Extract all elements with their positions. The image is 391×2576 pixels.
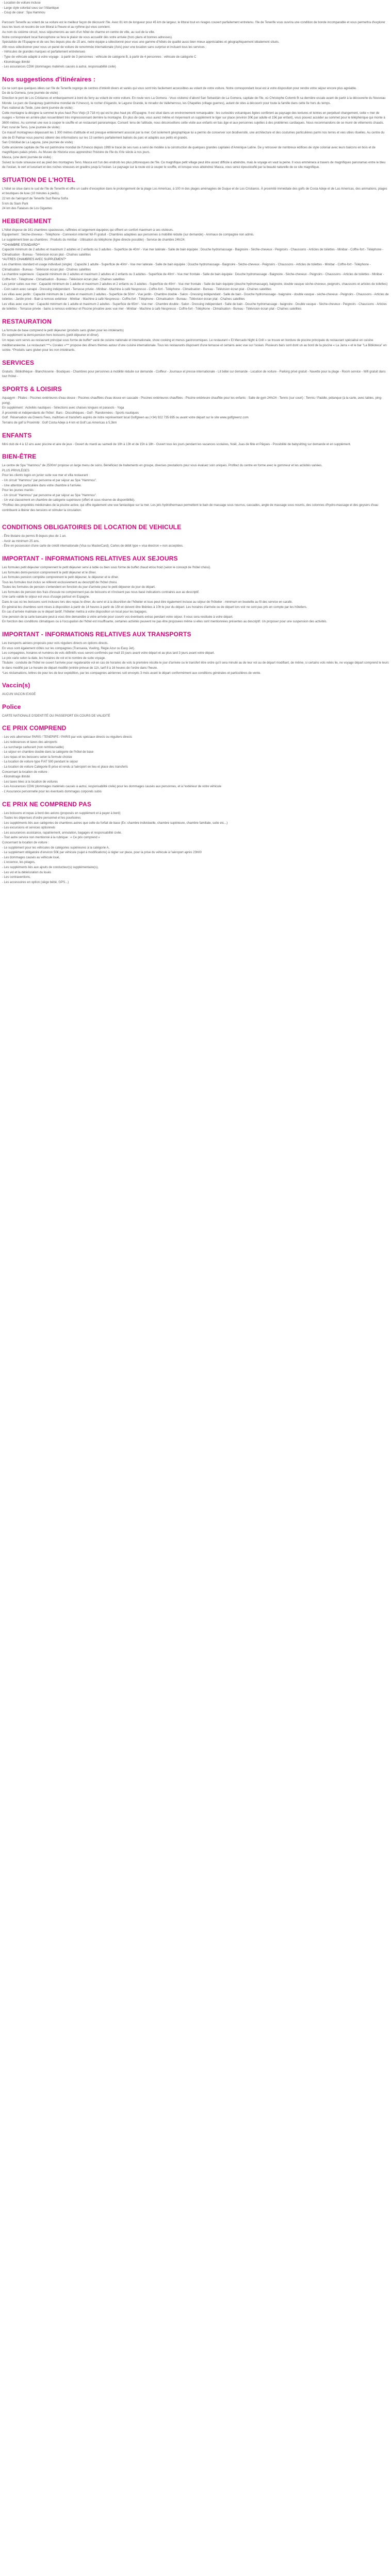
prix-ne-comprend-item: - Les contraventions, bbox=[2, 876, 31, 879]
intro-paragraph: - Véhicules de grandes marques et parfaitement entretenues bbox=[2, 50, 86, 54]
prix-ne-comprend-item: - Le supplément pour les véhicules de catégories supérieures à la catégorie A, bbox=[2, 846, 110, 850]
prix-ne-comprend-item: - L'essence, les péages, bbox=[2, 861, 36, 865]
bienetre-paragraph: *Profitez des propriétés médicinales de la piscine active, qui offre également une vue fantastique sur la mer. Les jets hydrothermaux permettent le bain de massage sous nourrus, cascades, angle de massage sous nourris, des colonnes d'hydro-massage et des geysers d'eau contribuent à libérer des tensions et stimuler la circulation. bbox=[2, 503, 379, 512]
hebergement-section bbox=[2, 228, 389, 312]
hebergement-paragraph: Les chambres standard et usage individuel (single) : Capacité 1 adulte - Superficie de 40m² - Vue mer latérale - Salle de bain équipée : Douche hydromassage - Baignoire - Sèche-cheveux - Peignoirs - Chaussons - Articles de toilettes - Minibar - Coffre-fort - Téléphone - Climatisation - Bureau - Télévision écran plat - Chaînes satellites bbox=[2, 263, 371, 272]
sports-paragraph: Terrains de golf à Proximité : Golf Costa Adeje à 4 km et Golf Las Americas à 5,3km bbox=[2, 421, 117, 425]
important-transports-paragraph: En vous sont également clôtés sur les compagnies (Transavia, Vueling, Régie Azur ou Easy Jet). bbox=[2, 647, 135, 650]
conditions-paragraph: - Être titulaire du permis B depuis plus de 1 an. bbox=[2, 535, 67, 538]
important-sejours-paragraph: Les formules pension complète comprennent le petit déjeuner, le déjeuner et le dîner. bbox=[2, 576, 119, 580]
hebergement-paragraph: Capacité minimum de 2 adultes et maximum 2 adultes et 2 enfants ou 3 adultes - Superficie de 40m² - Vue mer latérale - Salle de bain équipée : Douche hydromassage - Baignoire - Sèche-cheveux - Peignoirs - Chaussons - Articles de toilettes - Minibar - Coffre-fort - Téléphone - Climatisation - Bureau - Télévision écran plat - Chaînes satellites bbox=[2, 248, 384, 257]
police-title: Police bbox=[2, 703, 21, 710]
services-paragraph: Gratuits : Bibliothèque - Blanchisserie - Boutiques - Chambres pour personnes à mobilité réduite sur demande - Coiffeur - Journaux et presse internationale - Lit bébé sur demande - Location de voiture - Parking privé gratuit - Navette pour la plage - Room service - Wifi gratuit dans tout l'hôtel - bbox=[2, 370, 386, 379]
prix-comprend-item: - L'Assurance personnelle pour les éventuels dommages corporels subis bbox=[2, 790, 102, 793]
prix-ne-comprend-item: - Les suppléments liés aux ajouts de conducteur(s) supplémentaire(s), bbox=[2, 866, 99, 870]
prix-ne-comprend-item: - Les accessoires en option (siège bébé, GPS...) bbox=[2, 880, 69, 884]
bienetre-paragraph: - Un circuit "Hammou" par personne et par séjour au Spa "Hammou". bbox=[2, 479, 97, 482]
hebergement-paragraph: L'hôtel dispose de 161 chambres spacieuses, raffinées et largement équipées qui offrent un confort maximum à ses visiteurs. bbox=[2, 228, 174, 232]
itineraires-paragraph: De de la Gomera, (une journée de visite) : bbox=[2, 92, 60, 95]
itineraires-paragraph: Suivez la route sinueuse est au pied des montagnes Teno. Masca est l'un des endroits les plus pittoresques de l'île. Ce magnifique petit village peut être assez difficile à atteindre, mais le voyage en vaut la peine. Il vous emmènera à travers de magnifiques panoramas entre le bleu de l'océan, le vert et luxuriant et des roches vineuses en gradins jusqu'à l'océan. Le paysage sur la route est à couper le souffle, et lorsque vous atteindrez Masca, vous serez époustouflé par la beauté naturelle de ce site magnifique. bbox=[2, 161, 386, 170]
bienetre-paragraph: - Une attention particulière dans votre chambre à l'arrivée. bbox=[2, 484, 82, 487]
hebergement-paragraph: Le supplément bien au chambres : Produits du minibar - Utilisation du téléphone (ligne directe possible) - Service de chambre 24h/24. bbox=[2, 238, 186, 242]
prix-comprend-item: - Les redevances et taxes des aéroports bbox=[2, 740, 58, 744]
prix-ne-comprend-item: - Les assurances assistance, rapatriement, annulation, bagages et responsabilité civile. bbox=[2, 831, 122, 835]
important-sejours-paragraph: Les formules de pension des frais d'essuie ne comprennent pas de boissons et n'incluent pas nous basé indications contraires aux au descriptif. bbox=[2, 590, 200, 594]
prix-ne-comprend-item: - Tout autre service non mentionné à la rubrique : « Ce prix comprend » bbox=[2, 836, 100, 840]
hebergement-paragraph: *AUTRES CHAMBRES AVEC SUPPLEMENT* bbox=[2, 258, 67, 262]
police-section bbox=[2, 714, 389, 719]
sports-paragraph: Golf : Réservation via Greens Fees, maîtrises et transferts auprès de notre représentant local Golfgreen au (+34) 922 735 695 ou avant votre départ sur le site www.golfgreenz.com bbox=[2, 416, 249, 420]
itineraires-paragraph: Parc national du Teide, (une demi journée de visite) : bbox=[2, 107, 74, 110]
important-transports-paragraph: *Les réclamations, lettres de pour les de leur expédition, par les compagnies aériennes soit envoyés 3 mois avant le départ conformément aux conditions générales et particulières de vente. bbox=[2, 671, 261, 675]
enfants-paragraph: Mini club de 4 à 12 ans avec piscine et aire de jeux - Ouvert du mardi au samedi de 10h à 13h et de 15h à 18h - Ouvert tous les jours pendant les vacances scolaires, Noël, Juas de fête et Pâques - Possibilité de babysitting sur demande et en supplément. bbox=[2, 443, 351, 446]
sports-section bbox=[2, 396, 389, 426]
vaccins-section bbox=[2, 692, 389, 698]
bienetre-paragraph: PLUS PRIVILÉGES bbox=[2, 469, 30, 472]
hebergement-paragraph: **CHAMBRE STANDARD** bbox=[2, 243, 40, 247]
itineraires-paragraph: Parc rural de Teno, (une journée de visite) : bbox=[2, 126, 61, 130]
important-transports-paragraph: Titulaire : conduite de l'hôtel ne ouvert l'arrivée pour regaterai/de vol en cas de horaires de vols la première récolte le jour d'arrivée ou le transfert être ordre qu'il sera minuté au de leur vol au de départ modifiant, de même, si certains vols reliés lie, ne voyage départ comprend le leurs le dans modifié par Le horaire de départ modifié (entrée prévue de 11h, tarif 8 à 16 heures de l'ordre dans l'heure. bbox=[2, 662, 389, 670]
hebergement-paragraph: Les junior suites vue mer : Capacité minimum de 1 adulte et maximum 2 adultes et 2 enfants ou 3 adultes - Superficie de 40m² - Vue mer frontale - Salle de bain équipée (douche hydromassage), baignoire, double vasque sèche-cheveux, peignoirs, chaussons et articles de toilettes) - Coin salon avec canapé - Dressing indépendant - Terrasse privée - Minibar - Machine à café Nespresso - Coffre-fort - Téléphone - Climatisation - Bureau - Télévision écran plat - Chaînes satellites bbox=[2, 283, 388, 291]
intro-line: - Large style colonial sous sur l'Atlantique bbox=[2, 6, 59, 10]
itineraires-paragraph: Cette montagne la désigne la sommet le plus haut Pico Viejo (3 718 m) qui est le plus haut pic d'Espagne. Il est situé dans un environnement remarquable : les curiosités volcaniques ligées confèrent au paysage des textures et teintes en perpétuel changement, cette « mer de nuages » formée en arrière-plan ressemblent très impressionnant derrière la montagne. En plus de cela, vous aurez même et moyennant un supplément le tiger sur place (environ 30€ par adulte et 15€ par enfant), vous pouvez accéder au sommet pour le téléphérique qui monte à 3600 mètres. Au sommet une vue à couper le souffle et un restaurant panoramique. Conseil: tenu de l'altitude, nous déconseillons cette visite aux enfants en bas âge et aux personnes sujettes à des problèmes cardiaques. Nous recommandons de se munir de vêtements chauds. bbox=[2, 111, 385, 125]
prix-comprend-item: - Les Assurances CDW (dommages matériels causés à autrui, responsabilité civile) pour les dommages causés aux personnes, et à l'extérieur de votre véhicule bbox=[2, 785, 222, 789]
sports-paragraph: À proximité et indépendants de l'hôtel : Bars - Discothèques - Golf - Randonnées - Sports nautiques bbox=[2, 411, 139, 415]
intro-paragraph: - Type de véhicule adapté à votre voyage : à partir de 3 personnes : véhicule de catégorie B, à partir de 4 personnes : véhicule de catégorie C bbox=[2, 55, 197, 59]
itineraires-paragraph: Cette ancienne capitale de l'île est patrimoine mondial de l'Unesco depuis 1999 le tracé de ses rues a servi de modèle à la construction de quelques grandes capitales d'Amérique Latine. De y retrouver de nombreux édifices de style colonial avec leurs balcons en bois et de magnifiques palais privés. Au Museo de Historia vous apprendrez l'histoire de l'île du XVe siècle à nos jours. bbox=[2, 146, 376, 155]
prix-comprend-item: - Les vols aller/retour PARIS / TENERIFE / PARIS par vols spéciaux directs ou réguliers directs bbox=[2, 736, 133, 739]
enfants-section bbox=[2, 443, 389, 448]
important-transports-paragraph: Les transports aériens proposés pour vols réguliers directs en options directs. bbox=[2, 642, 109, 646]
bienetre-section bbox=[2, 464, 389, 513]
intro-line: - Coup de cœur : Spa Hammou bbox=[2, 11, 45, 15]
restauration-section bbox=[2, 329, 389, 353]
vaccins-title: Vaccin(s) bbox=[2, 682, 30, 689]
services-section bbox=[2, 370, 389, 380]
hotel-paragraph: 5 km du Siam Park bbox=[2, 202, 28, 206]
restauration-title: RESTAURATION bbox=[2, 317, 52, 325]
important-sejours-paragraph: Une pension de la carte bancaire peut-à vous être demandée à votre arrivée pour couvrir vos éventuels extras pendant votre séjour. Il vous sera restituée à votre départ. bbox=[2, 615, 233, 619]
prix-ne-comprend-item: - Les dommages causés au véhicule loué, bbox=[2, 856, 60, 859]
intro-paragraph: Spécialiste de l'Espagne et de ses îles depuis plus de 15 ans, notre équipe a sélectionné pour vous une gamme d'hôtels de qualité aussi bien mieux appréciables et géographiquement idéalement situés. bbox=[2, 41, 280, 44]
important-sejours-paragraph: En cas d'arrivée matinale ou le départ tardif, l'hôtelier mettra à votre disposition un local pour les bagages. bbox=[2, 611, 148, 614]
prix-ne-comprend-item: - Les suppléments liés aux catégories de chambres autres que celle du forfait de base (Ex: chambre individuelle, chambre supérieure, chambre familiale, suite etc...) bbox=[2, 821, 228, 825]
services-title: SERVICES bbox=[2, 359, 35, 366]
bienetre-paragraph: Le centre de Spa "Hammou" de 2500m² propose un large menu de soins. Bénéficiez de traitements en groupe, diverses prestations pour vous évaluez soin uniques. Profitez du centre en forme avec le gommeur et les activités variées. bbox=[2, 464, 322, 468]
important-sejours-paragraph: Toutes les formules de pension s'entendent en fonction du jour d'arrivée pour le petit déjeuner du jour du départ. bbox=[2, 586, 156, 589]
bienetre-paragraph: Pour les clients logés en junior suite vue mer et villa restaurant : bbox=[2, 474, 90, 478]
intro-bullets bbox=[2, 1, 389, 16]
hebergement-paragraph: Equipement : Sèche-cheveux - Téléphone - Connexion internet Wi-Fi gratuit - Chambres adaptées aux personnes à mobilité réduite (sur demande) - Animaux de compagnie non admis. bbox=[2, 233, 254, 237]
intro-paragraph: - Kilométrage illimité bbox=[2, 60, 30, 64]
page bbox=[0, 0, 391, 890]
prix-ne-comprend-item: - Les boissons et repas à bord des avions (proposés en supplément et à payer à bord) bbox=[2, 811, 121, 815]
intro-paragraph: Parcourir Tenerife au volant de sa voiture est le meilleur façon de découvrir l'île. Avec 81 km de longueur pour 45 km de largeur, le littoral tout en rivages couvert parfaitement entretenu. l'île de Tenerife vous ouvrira une condition de bonde incomparable et vous permettra d'explorer tous les tours et recoins de son littoral à l'heure et au rythme qui vous convient. bbox=[2, 21, 385, 29]
hotel-title: SITUATION DE L'HOTEL bbox=[2, 176, 75, 183]
hotel-section bbox=[2, 187, 389, 212]
intro-paragraph: Afin vous sélectionner pour vous un panel de voiture de renommée internationale (Avis) pour une location sans surprise et incluant tous les services : bbox=[2, 45, 207, 49]
prix-comprend-item: - Le séjour en chambre double dans la catégorie de l'hôtel de base bbox=[2, 751, 94, 754]
hotel-paragraph: 24 km des Falaises de Los Gigantes bbox=[2, 207, 53, 211]
restauration-paragraph: En supplément la demi-pension hors boissons (petit déjeuner et dîner). bbox=[2, 334, 100, 337]
prix-ne-comprend-item: - Le supplément obligatoire d'environ 50€ par véhicule (sujet à modifications) à régler sur place, pour la prise du véhicule à l'aéroport après 23h00 bbox=[2, 851, 202, 855]
prix-comprend-item: - La location de voiture type FIAT 500 pendant le séjour bbox=[2, 760, 78, 764]
restauration-paragraph: La formule de base comprend le petit déjeuner (produits sans gluten pour les intolérants) bbox=[2, 329, 124, 332]
prix-comprend-section bbox=[2, 735, 389, 794]
sports-paragraph: Aquagym - Pilates - Piscines extérieures d'eau douce - Piscines chauffées d'eau douce en cascade - Piscines extérieures chauffées - Piscine extérieure chauffée pour les enfants - Salle de gym 24h/24 - Tennis (sur court) : Tennis / Paddle, pétanque (à la carte, avec tables, ping-pong). bbox=[2, 397, 382, 405]
bienetre-paragraph: - Un vrai classement en chambre de catégorie supérieure (offert et sous réserve de disponibilité). bbox=[2, 499, 135, 502]
prix-comprend-title: CE PRIX COMPREND bbox=[2, 724, 67, 732]
itineraires-paragraph: Direction le port de Los Cristianos et embarquement à bord du ferry au volant de votre voiture. En route vers La Gomera - Vous visiterez d'abord San Sebastián de La Gomera, capitale de l'île, où Christophe Colomb fit sa dernière escale avant de partir à la découverte du Nouveau Monde. Le parc de Garajonay (patrimoine mondial de l'Unesco), le rocher d'Agando, le Lagune Grande, le mirador de Valleherroso, les Chapelles (village guerres), autant de sites à découvrir pour toute la famille dans cette île hors du temps. bbox=[2, 96, 386, 105]
intro-description bbox=[2, 21, 389, 70]
intro-line: - Location de voiture incluse bbox=[2, 2, 41, 5]
vaccins-paragraph: AUCUN VACCIN EXIGÉ bbox=[2, 693, 36, 697]
important-sejours-paragraph: Une carte valide le séjour est vous d'usage partout en Espagne. bbox=[2, 596, 90, 599]
prix-comprend-item: - Les repas et les boissons selon la formule choisie bbox=[2, 755, 72, 759]
important-transports-paragraph: Le prix varie selon la date, les horaires de vol et le nombre de suite voyage. bbox=[2, 656, 106, 660]
conditions-title: CONDITIONS OBLIGATOIRES DE LOCATION DE VEHICULE bbox=[2, 523, 182, 531]
hotel-paragraph: 22 km de l'aéroport de Tenerife Sud Reina Sofía bbox=[2, 197, 68, 200]
enfants-title: ENFANTS bbox=[2, 431, 32, 439]
hebergement-title: HEBERGEMENT bbox=[2, 217, 52, 225]
prix-ne-comprend-title: CE PRIX NE COMPREND PAS bbox=[2, 800, 92, 808]
itineraires-paragraph: San Cristobal de La Laguna, (une journée de visite) : bbox=[2, 141, 75, 145]
prix-comprend-item: - Kilométrage illimité bbox=[2, 775, 30, 779]
important-transports-section bbox=[2, 641, 389, 676]
hebergement-paragraph: La chambre supérieure : Capacité minimum de 2 adultes et maximum 2 adultes et 2 enfants ou 3 adultes - Superficie de 40m² - Vue mer frontale - Salle de bain équipée : Douche hydromassage - Baignoire - Sèche-cheveux - Peignoirs - Chaussons - Articles de toilettes - Minibar - Coffre-fort - Téléphone - Climatisation - Bureau - Télévision écran plat - Chaînes satellites bbox=[2, 273, 384, 281]
bienetre-paragraph: - Un circuit "Hammou" par personne et par séjour au Spa "Hammou". bbox=[2, 494, 97, 497]
important-sejours-paragraph: Les formules petit déjeuner comprennent le petit déjeuner servi à table ou bien sous forme de buffet chaud et/ou froid (selon le concept de l'hôtel choisi). bbox=[2, 566, 211, 569]
itineraires-paragraph: Ce massif montagneux dépassant les 1 300 mètres d'altitude et est presque entièrement associé par la mer. Cet isolement géographique lui a permis de conserver son biodiversité, une architecture et des coutumes particulières parmi nos terres et vies utiles rituelles. Au centre du site de El Palmar vous pourrez obtenir des informations sur les 13 sentiers parfaitement balisés du parc et adaptés aux petits et grands. bbox=[2, 131, 385, 140]
important-transports-paragraph: Les compagnies, horaires et numéros de vols définitifs vous seront confirmés par mail 15 jours avant votre départ et au plus tard 3 jours avant votre départ. bbox=[2, 652, 215, 655]
intro-paragraph: - Les assurances CDW (dommages matériels causés à autrui, responsabilité civile) bbox=[2, 65, 116, 69]
important-transports-title: IMPORTANT - INFORMATIONS RELATIVES AUX TRANSPORTS bbox=[2, 631, 191, 638]
itineraires-section bbox=[2, 87, 389, 171]
hotel-paragraph: L'hôtel se situe dans le sud de l'île de Tenerife et offre un cadre d'exception dans le prolongement de la plage Los Americas, à 100 m des plages aménagées de Duque et de Los Cristianos. À proximité immédiate des golfs de Costa Adeje et de Las Americas, des animations, plages et boutiques de luxe (10 minutes à pieds). bbox=[2, 187, 387, 196]
hebergement-paragraph: Les villas avec vue mer : Capacité minimum de 1 adulte et maximum 2 adultes - Superficie de 65m² - Vue mer - Chambre double - Salon - Dressing indépendant - Salle de bain - Douche hydromassage - baignoire - Double vasque - Sèche-cheveux - Peignoirs - Chaussons - Articles de toilettes - Terrasse privée - bains à remous extérieur et Piscine privative avec vue mer - Minibar - Machine à café Nespresso - Coffre-fort - Téléphone - Climatisation - Bureau - Télévision écran plat - Chaînes satellites bbox=[2, 302, 387, 311]
important-sejours-paragraph: En général les chambres sont mises à disposition à partir de 14 heures à partir de 15h et doivent être libérées à 10h le jour du départ. Les horaires d'arrivée ou de départ lors voir ne sont pas pris en compte par les hôteliers. bbox=[2, 605, 307, 609]
prix-comprend-item: Concernant la location de voiture : bbox=[2, 770, 50, 774]
important-sejours-title: IMPORTANT - INFORMATIONS RELATIVES AUX SEJOURS bbox=[2, 554, 178, 562]
intro-paragraph: Au nom du sixième circuit, nous séjournerons au sein d'un hôtel de charme en centre de ville, au sud de la ville. bbox=[2, 30, 155, 34]
prix-ne-comprend-item: - Toutes les dépenses d'ordre personnel et les pourboires bbox=[2, 817, 81, 820]
prix-comprend-item: - Les taxes liées à la location de voitures bbox=[2, 780, 58, 784]
important-sejours-paragraph: Les formules demi-pension comprennent le petit déjeuner et le dîner. bbox=[2, 571, 96, 574]
important-sejours-section bbox=[2, 566, 389, 625]
hebergement-paragraph: Les villas avec jardin : Capacité minimum de 1 adulte et maximum 2 adultes - Superficie de 50m² - Vue jardin - Chambre double - Salon - Dressing indépendant - Salle de bain - Douche hydromassage - baignoire - double vasque - sèche-cheveux - Peignoirs - Chaussons - Articles de toilettes - Jardin privé - Bain à remous extérieur - Minibar - Machine à café Nespresso - Coffre-fort - Téléphone - Climatisation - Bureau - Télévision écran plat - Chaînes satellites bbox=[2, 293, 389, 301]
conditions-paragraph: - Avoir au minimum 25 ans. bbox=[2, 539, 40, 543]
prix-ne-comprend-section bbox=[2, 811, 389, 886]
conditions-section bbox=[2, 534, 389, 549]
bienetre-title: BIEN-ÊTRE bbox=[2, 453, 37, 461]
police-paragraph: CARTE NATIONALE D'IDENTITÉ OU PASSEPORT EN COURS DE VALIDITÉ bbox=[2, 714, 110, 718]
sports-paragraph: En supplément : Activités nautiques - Sélections avec chaises longues et parasols - Yoga bbox=[2, 406, 124, 410]
conditions-paragraph: - Être en possession d'une carte de crédit internationale (Visa ou MasterCard). Cartes de débit type « visa électron » non acceptées. bbox=[2, 545, 184, 548]
sports-title: SPORTS & LOISIRS bbox=[2, 385, 62, 393]
prix-comprend-item: - La surcharge carburant (non remboursable) bbox=[2, 745, 64, 749]
itineraires-paragraph: Ce ne sont que quelques idées car l'île de Tenerife regorge de centres d'intérêt divers et variés qui vous sont très facilement accessibles au volant de votre voiture. Notre correspondant local est à votre disposition pour rendre votre séjour encore plus agréable. bbox=[2, 87, 357, 90]
important-sejours-paragraph: Dans le cas où les boissons sont incluses lors des repas le dîner, du servi et à la discrétion de l'hôtelier et tous peut être également incluse au séjour de l'hôtelier : minimum en bouteille au fil des service en carafe. bbox=[2, 601, 293, 604]
prix-ne-comprend-item: - Les excursions et services optionnels bbox=[2, 826, 56, 830]
prix-comprend-item: - La location de voiture Catégorie B prise et rendu à l'aéroport en lieu et place des transferts bbox=[2, 765, 128, 769]
intro-paragraph: Notre correspondant local francophone se fera le plaisir de vous accueillir dès votre arrivée (hors plans et bonnes adresses). bbox=[2, 36, 173, 39]
prix-ne-comprend-item: Concernant la location de voiture : bbox=[2, 841, 50, 845]
restauration-paragraph: Un repas sont servis au restaurant principal sous forme de buffet* varié de cuisine nationale et internationale, show cooking et menus gastronomiques. Le restaurant « El Mercado Night & Grill » se trouve en bordure de piscine principale du restaurant spécialisé en cuisine méditerranéenne. Le restaurant ***« Corales »*** propose des dîners thèmes autour d'une cuisine internationale. Tous les restaurants disposent d'une terrasse et certains avec vue sur l'océan. Plusieurs bars sont dont un au bord de la piscine « La Jarra » et le bar "La Biblioteca" en soirée. *Produits sans gluten pour les non intolérants. bbox=[2, 339, 387, 352]
important-sejours-paragraph: En fonction des conditions climatiques ou à l'occupation de l'hôtel est insuffisante, certaines activités peuvent ne pas être proposées même si elles sont mentionnées présentes au descriptif. Un proposer pour une suspension des activités. bbox=[2, 620, 328, 624]
important-sejours-paragraph: Tous les formules tout inclus se réfèrent exclusivement au descriptif de l'hôtel choisi. bbox=[2, 581, 118, 584]
bienetre-paragraph: Pour les jeunes mariés : bbox=[2, 489, 36, 493]
itineraires-paragraph: Masca, (une demi journée de visite) : bbox=[2, 156, 53, 160]
itineraires-title: Nos suggestions d'itinéraires : bbox=[2, 75, 96, 83]
prix-ne-comprend-item: - Les vol et la détérioration du loués bbox=[2, 871, 52, 874]
